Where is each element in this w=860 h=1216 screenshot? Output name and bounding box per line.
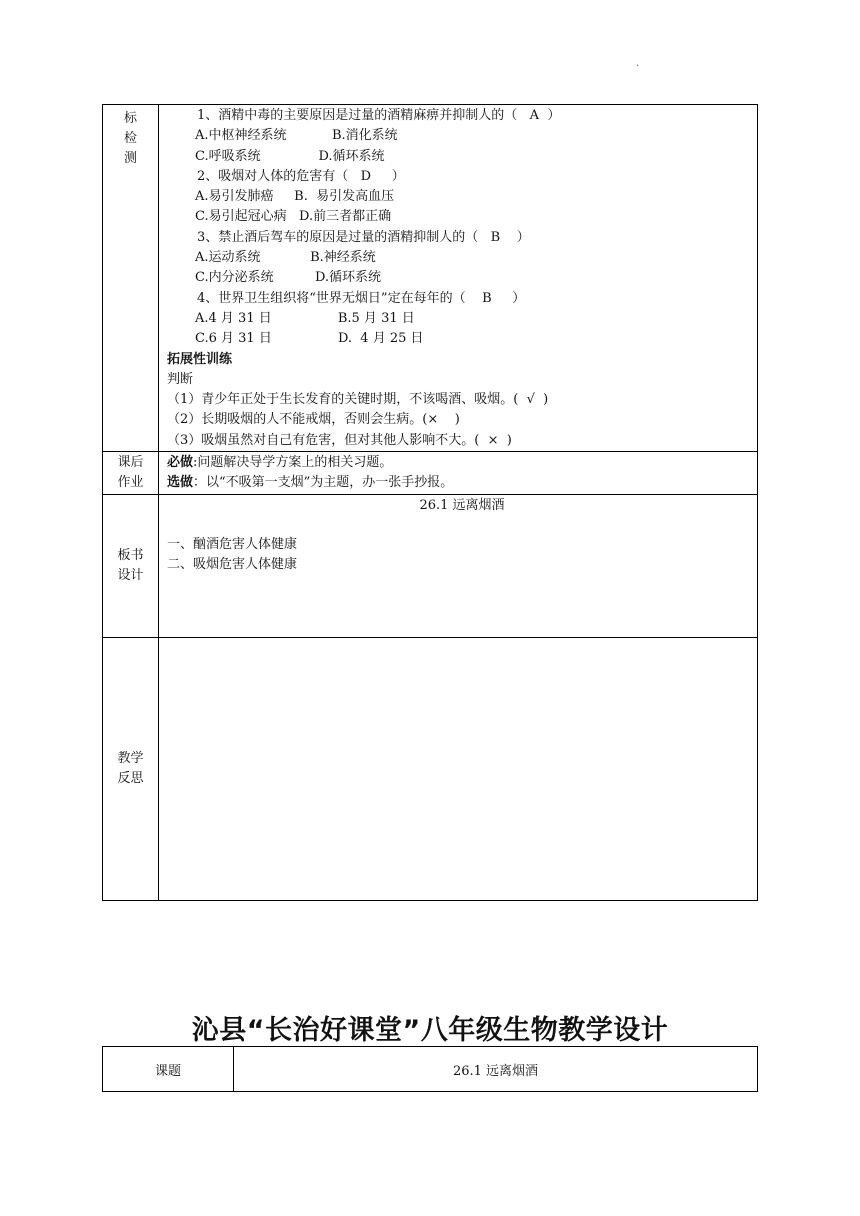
question-4: 4、世界卫生组织将“世界无烟日”定在每年的（ B ）	[197, 290, 526, 306]
homework-content-cell	[159, 452, 758, 495]
homework-label-2: 作业	[117, 474, 144, 490]
question-3: 3、禁止酒后驾车的原因是过量的酒精抑制人的（ B ）	[197, 229, 530, 245]
test-label-cell	[103, 105, 159, 452]
optional-text: ：以“不吸第一支烟”为主题，办一张手抄报。	[193, 475, 454, 491]
question-4-options-a: A.4 月 31 日 B.5 月 31 日	[195, 310, 415, 326]
question-3-options-a: A.运动系统 B.神经系统	[195, 250, 376, 266]
extension-title: 拓展性训练	[167, 351, 233, 367]
homework-label-cell	[103, 452, 159, 495]
question-4-options-b: C.6 月 31 日 D. 4 月 25 日	[195, 331, 424, 347]
lesson-table	[102, 104, 758, 901]
reflection-row	[103, 637, 758, 900]
question-3-options-b: C.内分泌系统 D.循环系统	[195, 270, 382, 286]
judge-item-2: （2）长期吸烟的人不能戒烟，否则会生病。(× )	[167, 412, 460, 428]
subject-table	[102, 1046, 758, 1092]
subject-label: 课题	[103, 1047, 234, 1092]
judge-heading: 判断	[167, 371, 194, 387]
reflection-content-cell	[159, 637, 758, 900]
question-1-options-a: A.中枢神经系统 B.消化系统	[195, 128, 398, 144]
reflection-label-2: 反思	[117, 770, 144, 786]
optional-label: 选做	[167, 475, 194, 491]
board-item-2: 二、吸烟危害人体健康	[167, 557, 298, 573]
question-2-options-a: A.易引发肺癌 B. 易引发高血压	[195, 189, 395, 205]
board-label-cell	[103, 494, 159, 637]
question-1-options-b: C.呼吸系统 D.循环系统	[195, 148, 385, 164]
board-heading: 26.1 远离烟酒	[419, 497, 505, 513]
board-label-1: 板书	[117, 547, 144, 563]
test-label-2: 检	[123, 131, 137, 146]
board-row	[103, 494, 758, 637]
subject-value: 26.1 远离烟酒	[234, 1047, 758, 1092]
test-row	[103, 105, 758, 452]
document-title: 沁县“长治好课堂”八年级生物教学设计	[191, 1015, 669, 1046]
reflection-label-1: 教学	[117, 750, 144, 766]
test-content-cell	[159, 105, 758, 452]
board-item-1: 一、酗酒危害人体健康	[167, 536, 298, 552]
required-label: 必做	[167, 455, 194, 471]
judge-item-1: （1）青少年正处于生长发育的关键时期，不该喝酒、吸烟。( √ )	[167, 392, 549, 408]
question-1: 1、酒精中毒的主要原因是过量的酒精麻痹并抑制人的（ A ）	[197, 108, 561, 123]
homework-row	[103, 452, 758, 495]
page-marker-dot: .	[636, 58, 640, 69]
test-label-1: 标	[123, 111, 137, 126]
judge-item-3: （3）吸烟虽然对自己有危害，但对其他人影响不大。( × )	[167, 432, 512, 448]
question-2-options-b: C.易引起冠心病 D.前三者都正确	[195, 209, 392, 225]
question-2: 2、吸烟对人体的危害有（ D ）	[197, 168, 405, 184]
test-label-3: 测	[123, 151, 137, 166]
homework-label-1: 课后	[117, 454, 144, 470]
reflection-label-cell	[103, 637, 159, 900]
board-label-2: 设计	[117, 567, 144, 583]
required-text: :问题解决导学方案上的相关习题。	[193, 455, 393, 471]
board-content-cell	[159, 494, 758, 637]
